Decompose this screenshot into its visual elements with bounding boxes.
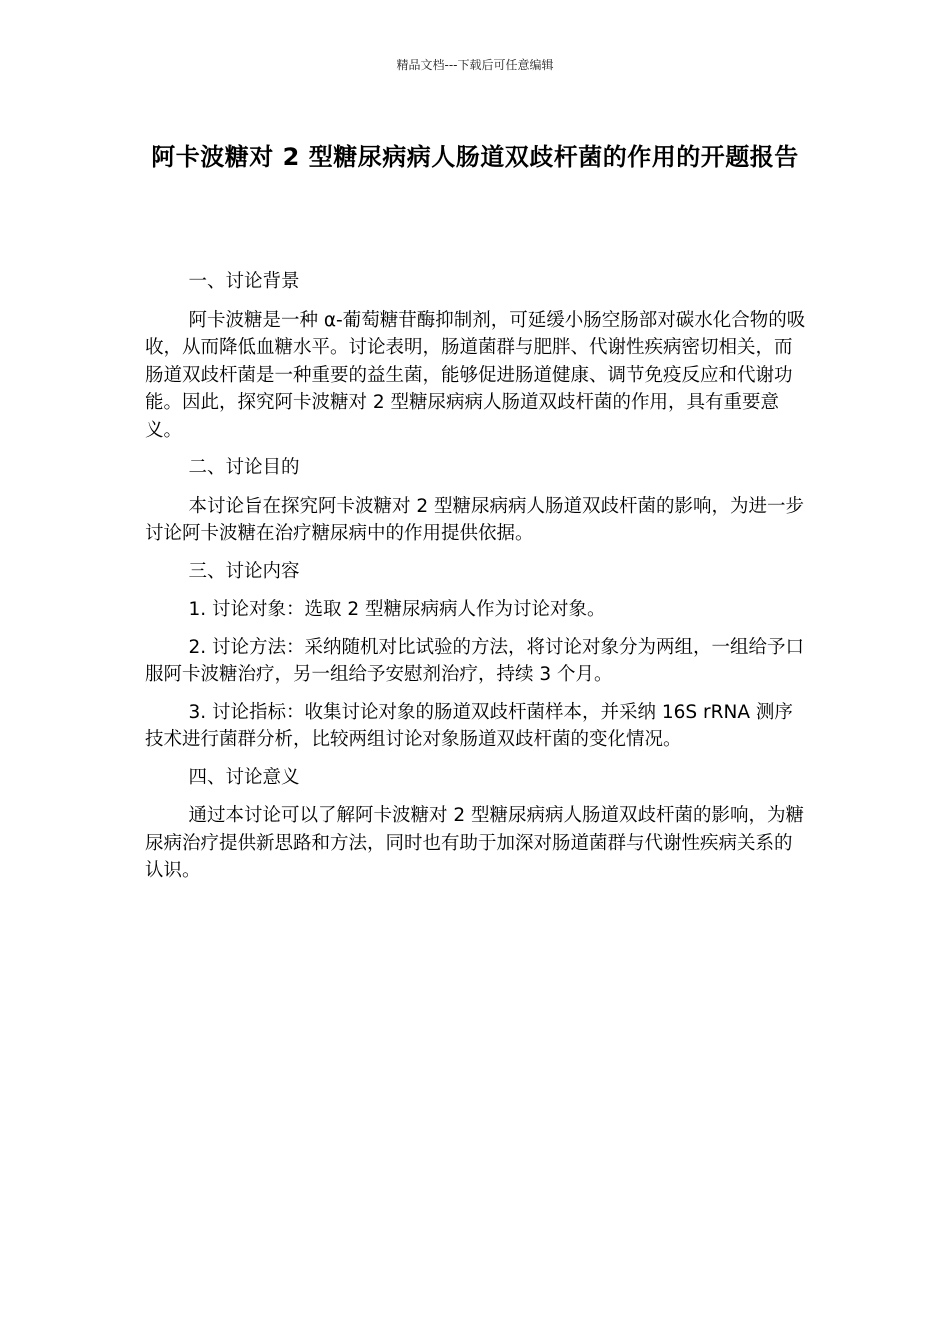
section-heading-purpose: 二、讨论目的: [188, 457, 300, 478]
paragraph-background: 阿卡波糖是一种 α-葡萄糖苷酶抑制剂，可延缓小肠空肠部对碳水化合物的吸收，从而降低血糖水平。讨论表明，肠道菌群与肥胖、代谢性疾病密切相关，而肠道双歧杆菌是一种重要的益生菌，能够促进肠道健康、调节免疫反应和代谢功能。因此，探究阿卡波糖对 2 型糖尿病病人肠道双歧杆菌的作用，具有重要意义。: [145, 309, 806, 441]
paragraph-content-subjects: 1. 讨论对象：选取 2 型糖尿病病人作为讨论对象。: [188, 599, 606, 620]
section-heading-significance: 四、讨论意义: [188, 766, 300, 788]
paragraph-purpose: 本讨论旨在探究阿卡波糖对 2 型糖尿病病人肠道双歧杆菌的影响，为进一步讨论阿卡波糖在治疗糖尿病中的作用提供依据。: [145, 495, 805, 544]
paragraph-content-indicators: 3. 讨论指标：收集讨论对象的肠道双歧杆菌样本，并采纳 16S rRNA 测序技术进行菌群分析，比较两组讨论对象肠道双歧杆菌的变化情况。: [145, 701, 793, 750]
paragraph-content-methods: 2. 讨论方法：采纳随机对比试验的方法，将讨论对象分为两组，一组给予口服阿卡波糖治疗，另一组给予安慰剂治疗，持续 3 个月。: [145, 636, 805, 685]
document-body: [145, 268, 807, 895]
document-title: 阿卡波糖对 2 型糖尿病病人肠道双歧杆菌的作用的开题报告: [151, 143, 799, 171]
section-heading-background: 一、讨论背景: [188, 271, 300, 292]
page-header-note: 精品文档---下载后可任意编辑: [396, 58, 554, 72]
section-heading-content: 三、讨论内容: [188, 560, 300, 582]
paragraph-significance: 通过本讨论可以了解阿卡波糖对 2 型糖尿病病人肠道双歧杆菌的影响，为糖尿病治疗提供新思路和方法，同时也有助于加深对肠道菌群与代谢性疾病关系的认识。: [145, 805, 805, 881]
